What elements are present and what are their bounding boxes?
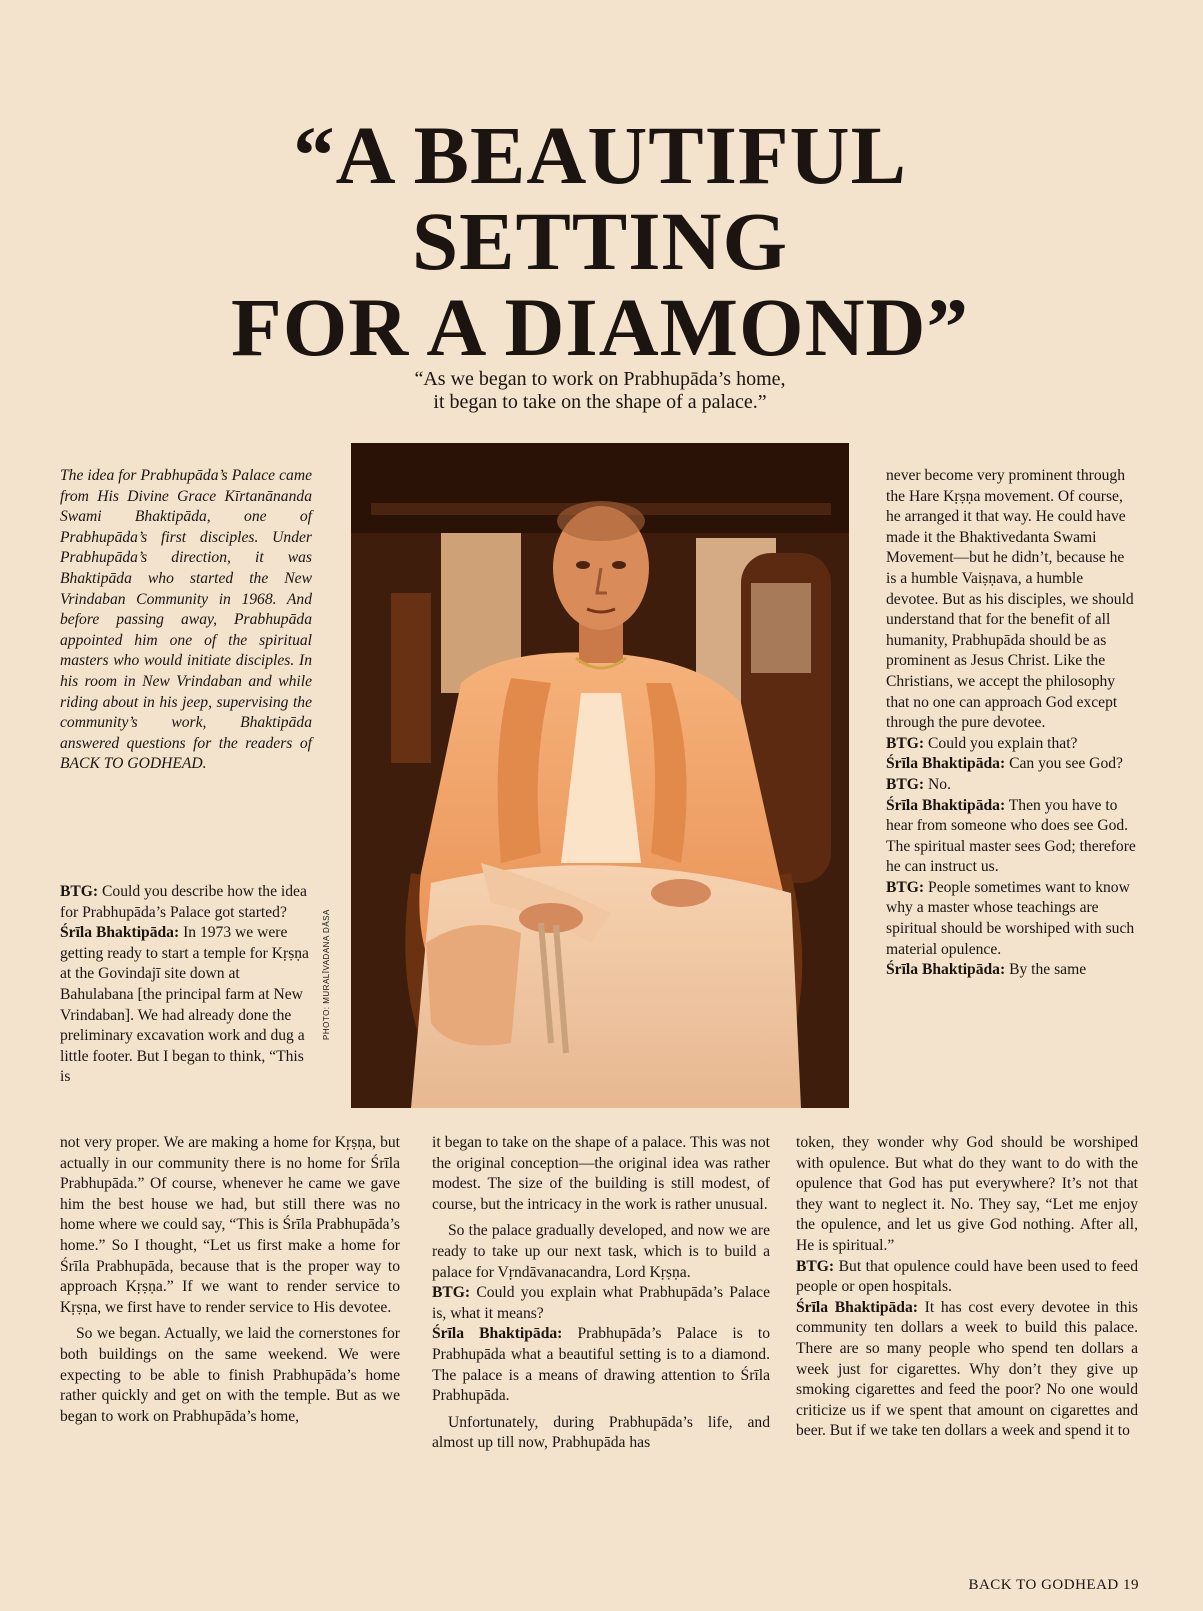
question-text: But that opulence could have been used to feed people or open hospitals.: [796, 1257, 1138, 1296]
article-title: [200, 109, 1000, 373]
question-5: [886, 878, 1138, 960]
btg-label: BTG:: [886, 775, 925, 793]
question-3: [886, 734, 1138, 755]
portrait-photo: [351, 443, 849, 1108]
answer-3: [886, 754, 1138, 775]
srila-label: Śrīla Bhaktipāda:: [886, 961, 1006, 979]
title-line: FOR A DIAMOND”: [231, 281, 969, 373]
btg-label: BTG:: [886, 878, 925, 896]
btg-label: BTG:: [796, 1257, 835, 1275]
question-text: Could you explain what Prabhupāda’s Palace is, what it means?: [432, 1284, 771, 1322]
left-column-top: [60, 882, 312, 1088]
btg-label: BTG:: [60, 883, 99, 900]
middle-column: [432, 1133, 770, 1454]
page-footer: BACK TO GODHEAD 19: [968, 1577, 1139, 1593]
middle-paragraph-3: Unfortunately, during Prabhupāda’s life, and almost up till now, Prabhupāda has: [432, 1413, 770, 1452]
photo-credit: PHOTO: MURALĪVADANA DĀSA: [322, 909, 331, 1040]
question-text: Could you describe how the idea for Prabhupāda’s Palace got started?: [60, 883, 307, 921]
answer-text: Prabhupāda’s Palace is to Prabhupāda what a beautiful setting is to a diamond. The palace is a means of drawing attention to Śrīla Prabhupāda.: [432, 1325, 770, 1405]
srila-label: Śrīla Bhaktipāda:: [886, 796, 1006, 814]
right-paragraph-1: never become very prominent through the Hare Kṛṣṇa movement. Of course, he arranged it that way. He could have made it the Bhaktivedanta Swami Movement—but he didn’t, because he is a humble Vaiṣṇava, a humble devotee. But as his disciples, we should understand that for the benefit of all humanity, Prabhupāda should be as prominent as Jesus Christ. Like the Christians, we accept the philosophy that no one can approach God except through the pure devotee.: [886, 467, 1134, 732]
title-line: “A BEAUTIFUL: [293, 109, 907, 201]
question-text: No.: [928, 775, 951, 793]
article-subtitle: [300, 368, 900, 414]
right-column-bottom: [796, 1133, 1138, 1442]
answer-text: Then you have to hear from someone who does see God. The spiritual master sees God; therefore he can instruct us.: [886, 796, 1136, 876]
answer-5: [886, 960, 1138, 981]
portrait-illustration: [351, 443, 849, 1108]
answer-text: By the same: [1009, 961, 1087, 979]
question-6: [796, 1257, 1138, 1298]
middle-paragraph-1: it began to take on the shape of a palace. This was not the original conception—the original idea was rather modest. The size of the building is still modest, of course, but the intricacy in the work is rather unusual.: [432, 1134, 770, 1213]
answer-text: It has cost every devotee in this community ten dollars a week to build this palace. There are so many people who spend ten dollars a week just for cigarettes. Why don’t they give up smoking cigarettes and feed the poor? No one would criticize us if we spent that amount on cigarettes and beer. But if we take ten dollars a week and spend it to: [796, 1298, 1138, 1440]
question-1: [60, 882, 312, 923]
middle-paragraph-2: So the palace gradually developed, and now we are ready to take up our next task, which is to build a palace for Vṛndāvanacandra, Lord Kṛṣṇa.: [432, 1222, 770, 1281]
btg-label: BTG:: [886, 734, 925, 752]
question-2: [432, 1283, 770, 1324]
answer-text: In 1973 we were getting ready to start a temple for Kṛṣṇa at the Govindajī site down at Bahulabana [the principal farm at New Vrindaban]. We had already done the preliminary excavation work and dug a little footer. But I began to think, “This is: [60, 924, 309, 1086]
srila-label: Śrīla Bhaktipāda:: [432, 1325, 563, 1343]
answer-6: [796, 1298, 1138, 1442]
question-text: People sometimes want to know why a master whose teachings are spiritual should be worshiped with such material opulence.: [886, 878, 1135, 958]
subtitle-line: “As we began to work on Prabhupāda’s home,: [414, 368, 786, 390]
srila-label: Śrīla Bhaktipāda:: [796, 1298, 918, 1316]
subtitle-line: it began to take on the shape of a palace.”: [433, 391, 767, 413]
answer-4: [886, 796, 1138, 878]
answer-2: [432, 1324, 770, 1406]
paragraph-began: So we began. Actually, we laid the cornerstones for both buildings on the same weekend. We were expecting to be able to finish Prabhupāda’s home rather quickly and get on with the temple. But as we began to work on Prabhupāda’s home,: [60, 1325, 400, 1425]
answer-1-continued: not very proper. We are making a home for Kṛṣṇa, but actually in our community there is no home for Śrīla Prabhupāda.” Of course, whenever he came we gave him the best house we had, but still there was no home where we could say, “This is Śrīla Prabhupāda’s home.” So I thought, “Let us first make a home for Śrīla Prabhupāda, because that is the proper way to approach Kṛṣṇa.” If we want to render service to Kṛṣṇa, we first have to render service to His devotee.: [60, 1134, 400, 1316]
answer-1: [60, 923, 312, 1088]
srila-label: Śrīla Bhaktipāda:: [60, 924, 180, 942]
answer-text: Can you see God?: [1009, 755, 1123, 773]
srila-label: Śrīla Bhaktipāda:: [886, 755, 1006, 773]
answer-5-continued: token, they wonder why God should be worshiped with opulence. But what do they want to do with the opulence that God has put everywhere? It’s not that they want to neglect it. No. They say, “Let me enjoy the opulence, and let us give God nothing. After all, He is spiritual.”: [796, 1134, 1138, 1254]
btg-label: BTG:: [432, 1284, 471, 1302]
intro-text: The idea for Prabhupāda’s Palace came from His Divine Grace Kīrtanānanda Swami Bhaktipāda, one of Prabhupāda’s first disciples. Under Prabhupāda’s direction, it was Bhaktipāda who started the New Vrindaban Community in 1968. And before passing away, Prabhupāda appointed him one of the spiritual masters who would initiate disciples. In his room in New Vrindaban and while riding about in his jeep, supervising the community’s work, Bhaktipāda answered questions for the readers of BACK TO GODHEAD.: [60, 467, 312, 773]
title-line: SETTING: [411, 195, 789, 287]
question-4: [886, 775, 1138, 796]
question-text: Could you explain that?: [928, 734, 1078, 752]
left-column-bottom: [60, 1133, 400, 1427]
right-column: [886, 466, 1138, 981]
intro-paragraph: [60, 466, 312, 775]
